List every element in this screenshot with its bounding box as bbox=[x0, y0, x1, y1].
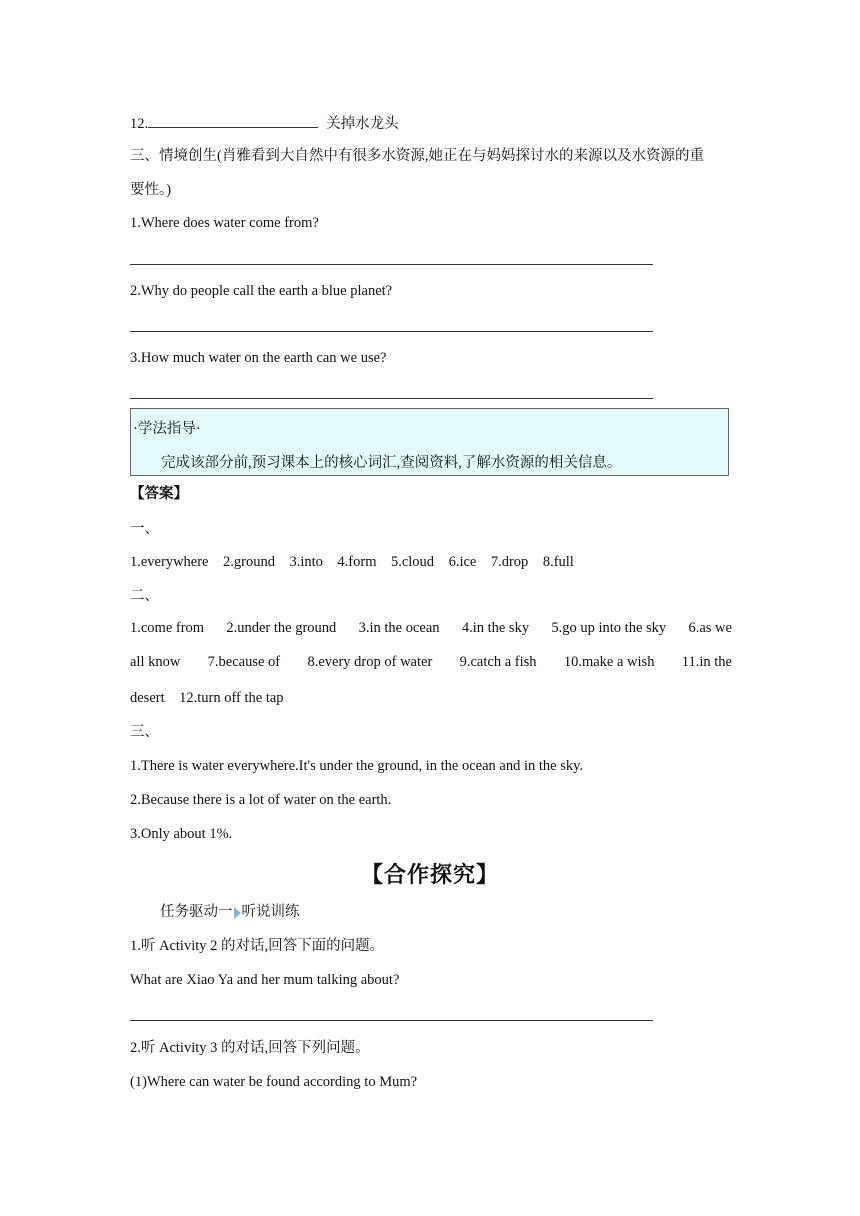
question: (1)Where can water be found according to Mum? bbox=[130, 1074, 418, 1090]
answer-item: 6.ice bbox=[448, 554, 477, 570]
answer-item: 8.every drop of water bbox=[307, 654, 433, 670]
answer-item: 2.ground bbox=[223, 554, 275, 570]
answer-item: 4.in the sky bbox=[461, 620, 530, 636]
answer-item: 10.make a wish bbox=[563, 654, 655, 670]
section-heading-cont: 要性。) bbox=[130, 182, 172, 198]
tip-body: 完成该部分前,预习课本上的核心词汇,查阅资料,了解水资源的相关信息。 bbox=[161, 455, 622, 471]
answer-item: 7.because of bbox=[207, 654, 281, 670]
answers-part2-row bbox=[130, 620, 732, 637]
question: 1.Where does water come from? bbox=[130, 215, 319, 231]
answer-line[interactable] bbox=[130, 264, 653, 265]
answer-sentence: 3.Only about 1%. bbox=[130, 826, 233, 842]
answers-part2-label: 二、 bbox=[130, 588, 159, 604]
task-heading bbox=[160, 902, 300, 922]
question: What are Xiao Ya and her mum talking about? bbox=[130, 972, 400, 988]
task-suffix: 听说训练 bbox=[241, 904, 300, 920]
answer-item: 1.come from bbox=[130, 620, 205, 636]
answer-item: 6.as we bbox=[688, 620, 732, 636]
answer-item: 3.into bbox=[289, 554, 323, 570]
answer-item: 5.go up into the sky bbox=[551, 620, 667, 636]
answer-sentence: 2.Because there is a lot of water on the earth. bbox=[130, 792, 392, 808]
answers-heading: 【答案】 bbox=[130, 486, 188, 502]
answer-item: 5.cloud bbox=[390, 554, 435, 570]
answers-part1-list bbox=[130, 552, 574, 572]
answer-blank[interactable] bbox=[148, 112, 318, 128]
answers-part2-row bbox=[130, 654, 732, 671]
arrow-right-icon bbox=[234, 907, 241, 919]
answer-sentence: 1.There is water everywhere.It's under the ground, in the ocean and in the sky. bbox=[130, 758, 584, 774]
answer-item: 7.drop bbox=[490, 554, 529, 570]
question-text: 关掉水龙头 bbox=[326, 116, 399, 132]
study-tip-box bbox=[130, 408, 729, 476]
answer-item: 4.form bbox=[337, 554, 377, 570]
listening-item: 1.听 Activity 2 的对话,回答下面的问题。 bbox=[130, 938, 385, 954]
answers-part3-label: 三、 bbox=[130, 724, 159, 740]
answer-item: 2.under the ground bbox=[226, 620, 337, 636]
answer-item: all know bbox=[130, 654, 181, 670]
answers-part2-row: desert 12.turn off the tap bbox=[130, 690, 284, 706]
listening-item: 2.听 Activity 3 的对话,回答下列问题。 bbox=[130, 1040, 370, 1056]
question-12 bbox=[130, 112, 399, 134]
answers-part1-label: 一、 bbox=[130, 521, 159, 537]
section-title: 【合作探究】 bbox=[360, 862, 499, 887]
answer-item: 8.full bbox=[542, 554, 574, 570]
answer-item: 3.in the ocean bbox=[358, 620, 440, 636]
answer-item: 11.in the bbox=[681, 654, 732, 670]
question: 3.How much water on the earth can we use? bbox=[130, 350, 387, 366]
answer-line[interactable] bbox=[130, 398, 653, 399]
question-number: 12. bbox=[130, 116, 149, 132]
task-prefix: 任务驱动一 bbox=[160, 904, 233, 920]
section-heading: 三、情境创生(肖雅看到大自然中有很多水资源,她正在与妈妈探讨水的来源以及水资源的重 bbox=[130, 148, 704, 164]
answer-line[interactable] bbox=[130, 1020, 653, 1021]
answer-line[interactable] bbox=[130, 331, 653, 332]
answer-item: 9.catch a fish bbox=[459, 654, 537, 670]
question: 2.Why do people call the earth a blue planet? bbox=[130, 283, 393, 299]
answer-item: 1.everywhere bbox=[130, 554, 209, 570]
tip-title: ·学法指导· bbox=[133, 421, 201, 437]
